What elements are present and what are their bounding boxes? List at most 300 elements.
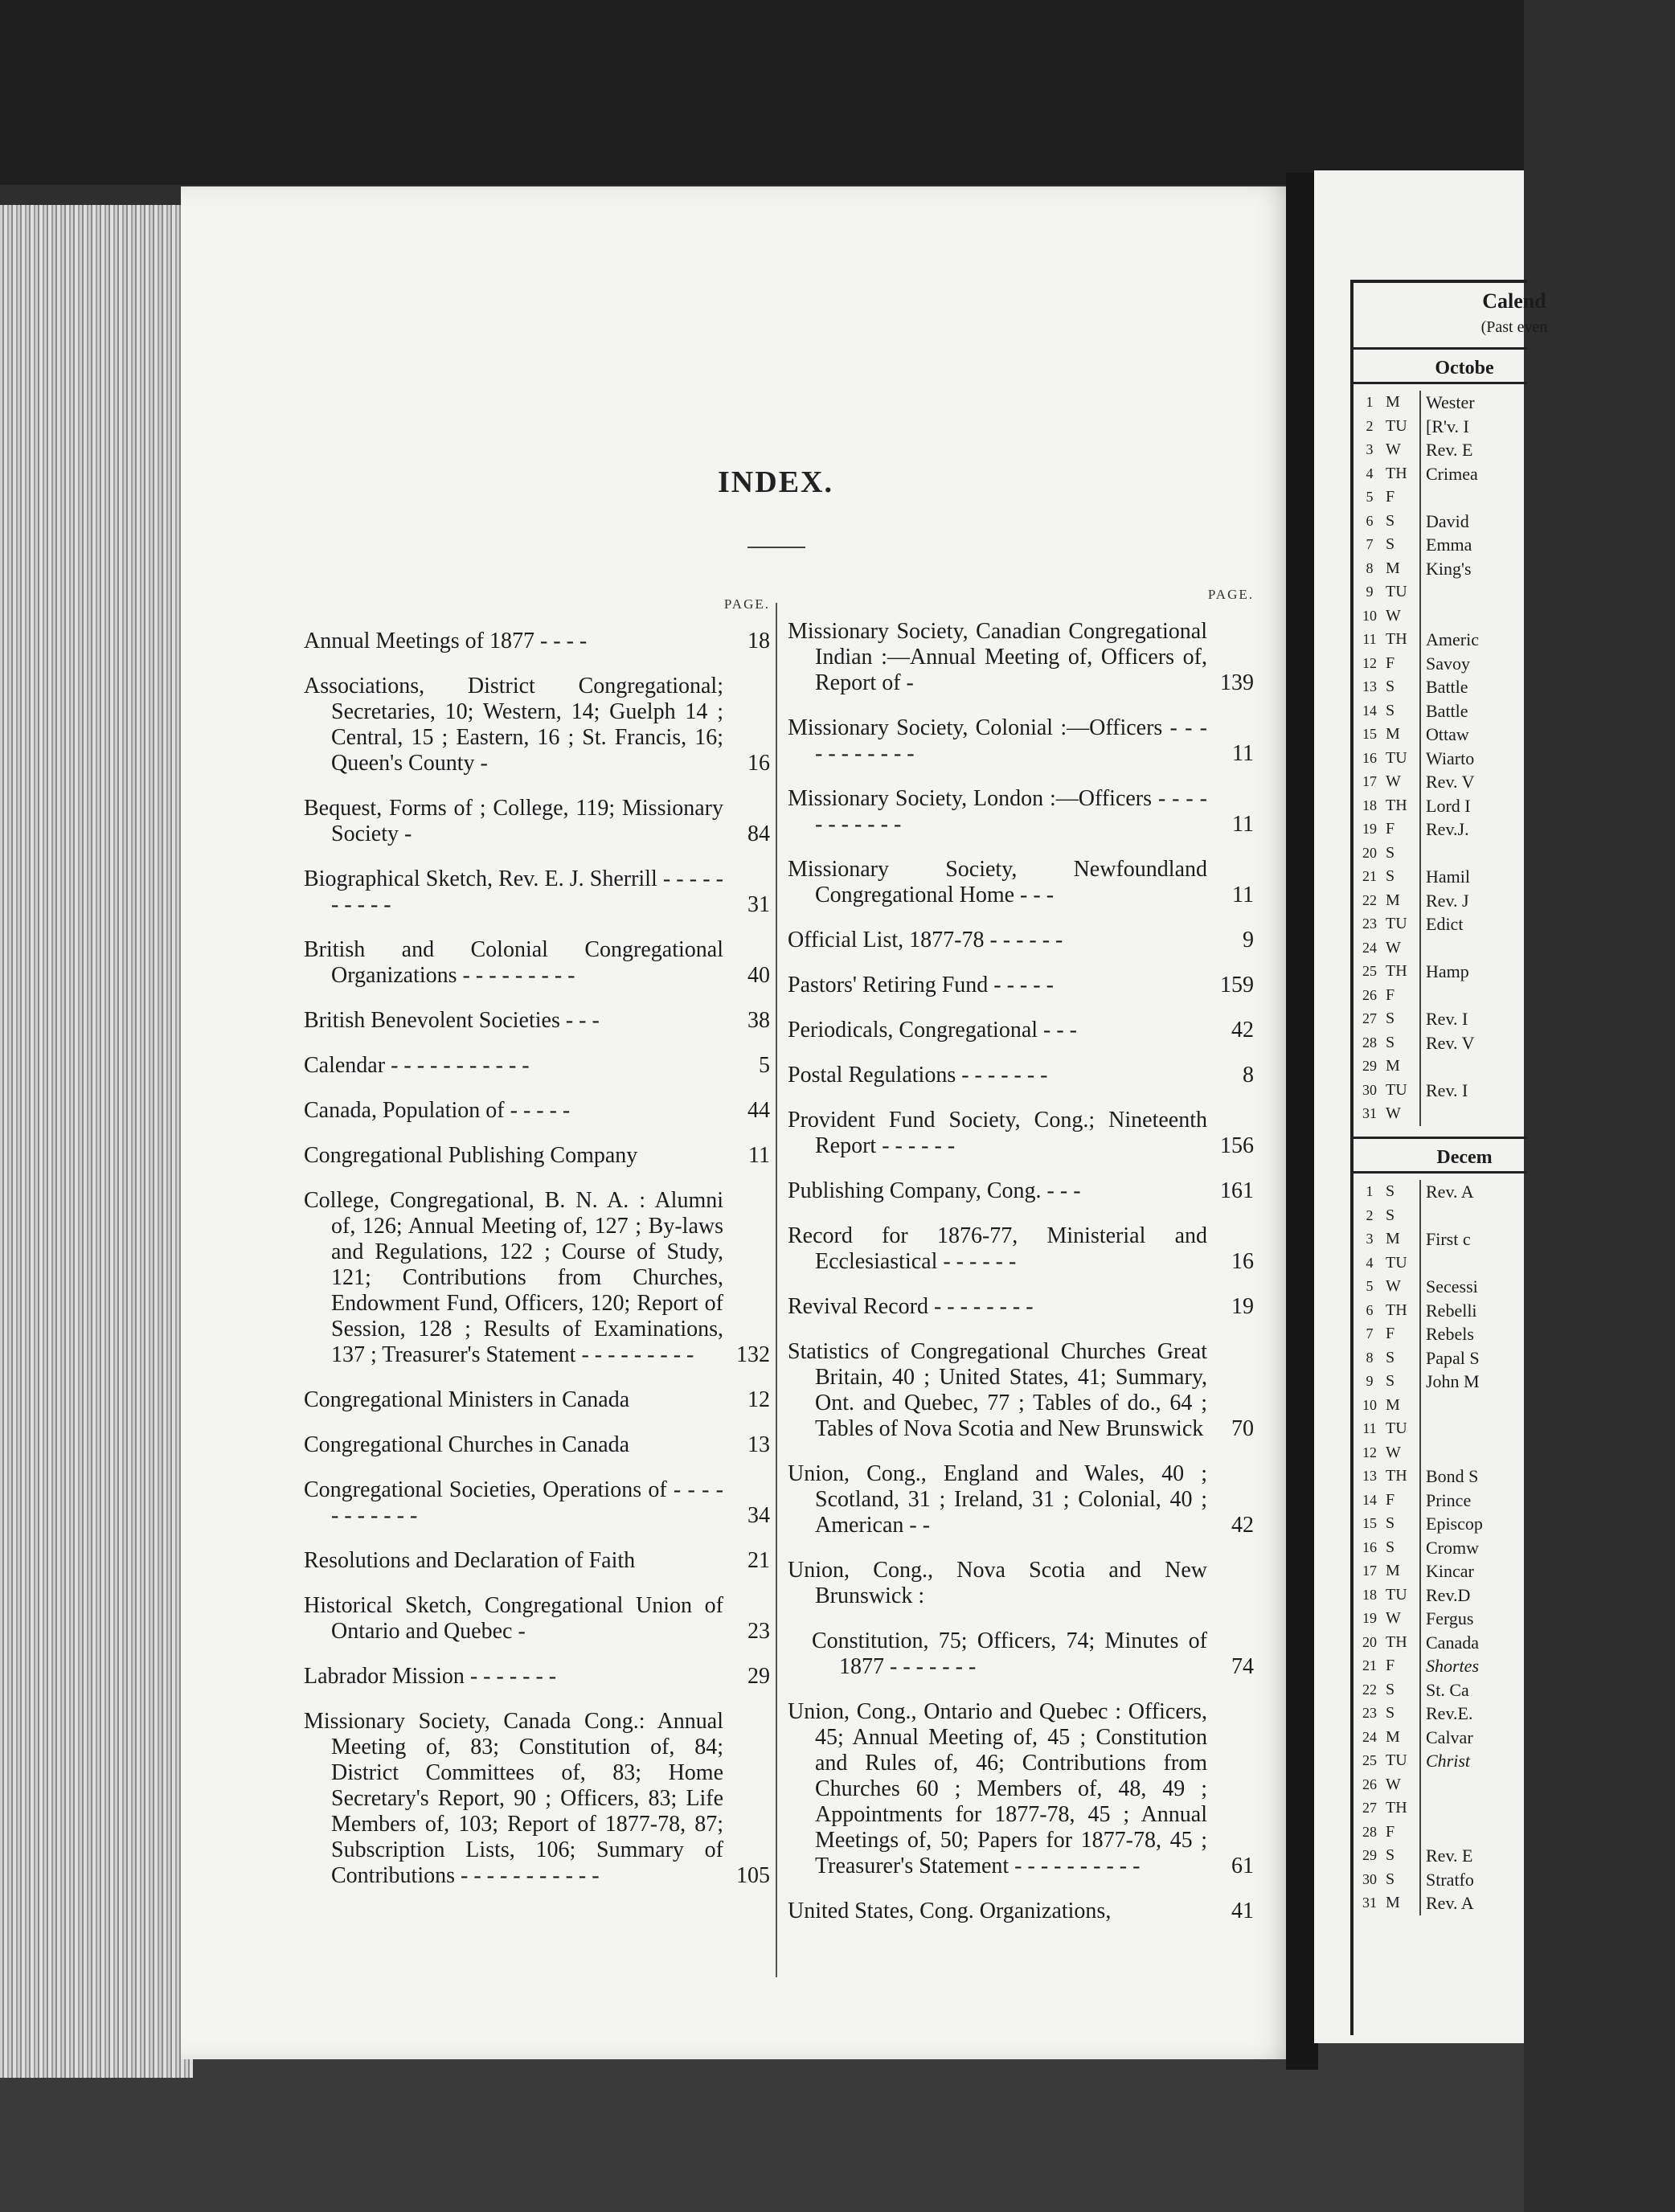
- calendar-weekday: F: [1386, 1822, 1395, 1841]
- calendar-day-row: [1354, 1102, 1527, 1126]
- calendar-day-row: [1354, 794, 1527, 818]
- calendar-day-number: 20: [1362, 1633, 1377, 1650]
- calendar-day-number: 24: [1362, 1728, 1377, 1745]
- calendar-day-number: 1: [1366, 1183, 1374, 1199]
- calendar-day-number: 1: [1366, 394, 1374, 410]
- calendar-weekday: W: [1386, 1609, 1401, 1627]
- index-entry: [788, 1018, 1254, 1043]
- index-entry: [304, 1664, 770, 1690]
- index-entry-page: 41: [1231, 1899, 1254, 1923]
- calendar-event: Battle: [1419, 699, 1468, 723]
- index-entry-page: 42: [1231, 1018, 1254, 1043]
- calendar-day-row: [1354, 415, 1527, 439]
- calendar-weekday: W: [1386, 440, 1401, 458]
- calendar-event: [1419, 1417, 1426, 1441]
- index-entry: [788, 786, 1254, 838]
- index-entry: [788, 1558, 1254, 1609]
- calendar-day-number: 23: [1362, 916, 1377, 932]
- calendar-weekday: S: [1386, 1514, 1395, 1532]
- calendar-weekday: W: [1386, 1104, 1401, 1122]
- calendar-panel: [1350, 280, 1548, 2035]
- index-entry: [788, 1339, 1254, 1442]
- calendar-weekday: TU: [1386, 748, 1407, 767]
- calendar-weekday: M: [1386, 393, 1400, 411]
- index-entry-text: Congregational Publishing Company: [304, 1143, 638, 1168]
- scanner-background-top: [0, 0, 1524, 185]
- calendar-weekday: F: [1386, 488, 1395, 506]
- calendar-day-number: 15: [1362, 1515, 1377, 1531]
- index-entry: [304, 674, 770, 776]
- calendar-day-row: [1354, 1370, 1527, 1394]
- calendar-event: John M: [1419, 1370, 1480, 1394]
- calendar-day-row: [1354, 533, 1527, 557]
- index-entry-text: British Benevolent Societies - - -: [304, 1008, 600, 1033]
- calendar-day-row: [1354, 1678, 1527, 1702]
- calendar-day-row: [1354, 1726, 1527, 1750]
- index-entry-text: Revival Record - - - - - - - -: [788, 1294, 1034, 1319]
- calendar-day-number: 21: [1362, 1657, 1377, 1673]
- calendar-title: Calend: [1482, 289, 1546, 313]
- calendar-day-row: [1354, 1702, 1527, 1726]
- calendar-event: Rev.E.: [1419, 1702, 1472, 1726]
- calendar-event: Battle: [1419, 675, 1468, 699]
- calendar-day-row: [1354, 984, 1527, 1008]
- calendar-day-row: [1354, 1204, 1527, 1228]
- calendar-day-number: 24: [1362, 939, 1377, 956]
- index-entry-text: British and Colonial Congregational Organizations - - - - - - - - -: [304, 937, 723, 988]
- index-entry: [304, 1709, 770, 1889]
- calendar-weekday: TU: [1386, 915, 1407, 932]
- calendar-day-number: 22: [1362, 1681, 1377, 1698]
- index-entry: [788, 1628, 1254, 1680]
- calendar-event: Rev. V: [1419, 770, 1475, 794]
- calendar-event: [1419, 1055, 1426, 1079]
- calendar-day-row: [1354, 1583, 1527, 1608]
- calendar-event: Rev. A: [1419, 1180, 1474, 1204]
- calendar-weekday: W: [1386, 772, 1401, 790]
- calendar-day-row: [1354, 1417, 1527, 1441]
- index-entry-page: 156: [1220, 1133, 1254, 1158]
- calendar-event: Rev.J.: [1419, 817, 1469, 842]
- index-entry-page: 139: [1220, 670, 1254, 695]
- calendar-day-number: 29: [1362, 1058, 1377, 1074]
- calendar-weekday: S: [1386, 678, 1395, 695]
- index-entry: [788, 619, 1254, 696]
- calendar-day-row: [1354, 960, 1527, 984]
- calendar-event: Rev. A: [1419, 1891, 1474, 1915]
- title-rule: [747, 547, 805, 548]
- calendar-day-row: [1354, 817, 1527, 842]
- index-entry-text: Official List, 1877-78 - - - - - -: [788, 928, 1063, 952]
- calendar-day-row: [1354, 1322, 1527, 1346]
- calendar-event: Christ: [1419, 1749, 1470, 1773]
- calendar-event: Canada: [1419, 1631, 1479, 1655]
- calendar-weekday: TU: [1386, 583, 1407, 600]
- index-entry: [304, 1143, 770, 1169]
- calendar-day-number: 16: [1362, 749, 1377, 766]
- calendar-event: [R'v. I: [1419, 415, 1469, 439]
- calendar-day-row: [1354, 1631, 1527, 1655]
- index-entry-page: 13: [747, 1432, 770, 1457]
- calendar-event: Rev. V: [1419, 1031, 1475, 1055]
- calendar-day-number: 8: [1366, 559, 1374, 576]
- index-entry-text: Union, Cong., Nova Scotia and New Brunswick :: [788, 1558, 1207, 1608]
- calendar-day-row: [1354, 1227, 1527, 1251]
- calendar-day-number: 15: [1362, 726, 1377, 742]
- calendar-weekday: F: [1386, 653, 1395, 672]
- calendar-event: Rev. I: [1419, 1007, 1468, 1031]
- index-entry: [304, 1008, 770, 1034]
- index-entry-page: 40: [747, 963, 770, 988]
- index-entry-text: Missionary Society, Canadian Congregational Indian :—Annual Meeting of, Officers of, Report of -: [788, 619, 1207, 695]
- calendar-weekday: M: [1386, 1894, 1400, 1911]
- calendar-event: Stratfo: [1419, 1868, 1474, 1892]
- calendar-event: Rev. E: [1419, 438, 1472, 462]
- calendar-event: [1419, 984, 1426, 1008]
- calendar-day-number: 9: [1366, 584, 1374, 600]
- index-column-left: [304, 596, 770, 1908]
- calendar-weekday: M: [1386, 1230, 1400, 1247]
- calendar-day-number: 31: [1362, 1105, 1377, 1121]
- calendar-day-row: [1354, 1607, 1527, 1631]
- calendar-day-number: 22: [1362, 891, 1377, 908]
- calendar-weekday: F: [1386, 985, 1395, 1004]
- calendar-event: Wiarto: [1419, 747, 1474, 771]
- index-entry: [304, 1188, 770, 1368]
- calendar-event: [1419, 1773, 1426, 1797]
- book-gutter: [1286, 173, 1318, 2070]
- calendar-weekday: TU: [1386, 1080, 1407, 1099]
- index-entry: [788, 1461, 1254, 1538]
- december-days: [1354, 1180, 1527, 1915]
- index-entry-text: United States, Cong. Organizations,: [788, 1899, 1112, 1923]
- calendar-day-number: 4: [1366, 1254, 1374, 1271]
- calendar-day-number: 25: [1362, 963, 1377, 979]
- calendar-weekday: M: [1386, 1727, 1400, 1746]
- index-entry-page: 23: [747, 1619, 770, 1644]
- calendar-day-row: [1354, 1464, 1527, 1489]
- index-entry: [788, 1899, 1254, 1924]
- calendar-weekday: M: [1386, 891, 1400, 909]
- calendar-day-number: 12: [1362, 1444, 1377, 1460]
- calendar-day-number: 14: [1362, 702, 1377, 719]
- index-entry-page: 38: [747, 1008, 770, 1033]
- index-entry-text: Congregational Churches in Canada: [304, 1432, 630, 1457]
- calendar-day-number: 30: [1362, 1081, 1377, 1098]
- calendar-weekday: S: [1386, 1870, 1395, 1888]
- calendar-event: [1419, 1251, 1426, 1276]
- index-entry-text: Associations, District Congregational; Secretaries, 10; Western, 14; Guelph 14 ; Central, 15 ; Eastern, 16 ; St. Francis, 16; Queen's County -: [304, 674, 723, 776]
- calendar-day-number: 8: [1366, 1349, 1374, 1366]
- calendar-event: King's: [1419, 557, 1472, 581]
- october-days: [1354, 391, 1527, 1126]
- calendar-day-number: 13: [1362, 678, 1377, 694]
- calendar-day-number: 17: [1362, 773, 1377, 789]
- calendar-event: [1419, 580, 1426, 604]
- index-entry-text: Missionary Society, London :—Officers - - - - - - - - - - -: [788, 786, 1207, 837]
- calendar-day-number: 28: [1362, 1823, 1377, 1840]
- calendar-day-row: [1354, 1489, 1527, 1513]
- index-entry-text: Missionary Society, Colonial :—Officers - - - - - - - - - - -: [788, 715, 1207, 766]
- calendar-day-number: 30: [1362, 1870, 1377, 1887]
- calendar-weekday: TU: [1386, 1419, 1407, 1437]
- index-entry-text: Statistics of Congregational Churches Great Britain, 40 ; United States, 41; Summary, Ont. and Quebec, 77 ; Tables of do., 64 ; Tables of Nova Scotia and New Brunswick: [788, 1339, 1207, 1441]
- index-entry-page: 16: [747, 751, 770, 776]
- calendar-weekday: TH: [1386, 464, 1407, 482]
- calendar-event: Ottaw: [1419, 723, 1469, 747]
- page-column-header: PAGE.: [723, 596, 770, 612]
- calendar-day-row: [1354, 1275, 1527, 1299]
- index-entry-text: Resolutions and Declaration of Faith: [304, 1548, 636, 1573]
- calendar-weekday: TH: [1386, 796, 1407, 814]
- calendar-day-number: 2: [1366, 417, 1374, 434]
- calendar-weekday: S: [1386, 867, 1395, 885]
- index-entry-text: Provident Fund Society, Cong.; Nineteenth Report - - - - - -: [788, 1108, 1207, 1158]
- index-entry: [788, 1223, 1254, 1275]
- calendar-day-row: [1354, 865, 1527, 889]
- calendar-weekday: TU: [1386, 1585, 1407, 1604]
- index-entry-text: Postal Regulations - - - - - - -: [788, 1063, 1048, 1088]
- calendar-weekday: W: [1386, 1775, 1401, 1793]
- index-entry: [788, 857, 1254, 908]
- calendar-weekday: W: [1386, 938, 1401, 956]
- calendar-event: Cromw: [1419, 1536, 1479, 1560]
- column-divider: [776, 603, 777, 1977]
- calendar-day-number: 26: [1362, 986, 1377, 1003]
- calendar-day-number: 16: [1362, 1538, 1377, 1555]
- calendar-day-row: [1354, 723, 1527, 747]
- index-entry-text: Missionary Society, Newfoundland Congregational Home - - -: [788, 857, 1207, 907]
- calendar-day-number: 18: [1362, 797, 1377, 813]
- calendar-day-number: 9: [1366, 1373, 1374, 1389]
- index-entry-page: 61: [1231, 1854, 1254, 1878]
- calendar-day-number: 6: [1366, 512, 1374, 529]
- calendar-event: Lord I: [1419, 794, 1471, 818]
- calendar-weekday: F: [1386, 820, 1395, 838]
- calendar-day-number: 27: [1362, 1010, 1377, 1026]
- calendar-weekday: S: [1386, 1206, 1395, 1224]
- calendar-day-row: [1354, 1654, 1527, 1678]
- calendar-event: [1419, 1441, 1426, 1465]
- calendar-event: [1419, 1102, 1426, 1126]
- calendar-event: [1419, 1821, 1426, 1845]
- calendar-day-row: [1354, 438, 1527, 462]
- calendar-day-row: [1354, 1512, 1527, 1536]
- calendar-day-row: [1354, 1031, 1527, 1055]
- index-entry-page: 132: [736, 1342, 770, 1367]
- calendar-day-row: [1354, 1773, 1527, 1797]
- index-entry: [788, 1699, 1254, 1879]
- calendar-day-row: [1354, 391, 1527, 415]
- calendar-day-row: [1354, 604, 1527, 629]
- calendar-weekday: S: [1386, 701, 1395, 719]
- calendar-weekday: S: [1386, 1680, 1395, 1698]
- calendar-event: Wester: [1419, 391, 1475, 415]
- calendar-weekday: S: [1386, 1348, 1395, 1366]
- calendar-day-number: 5: [1366, 489, 1374, 505]
- calendar-event: Bond S: [1419, 1464, 1478, 1489]
- index-entry-page: 11: [1232, 883, 1254, 907]
- index-entry-text: Pastors' Retiring Fund - - - - -: [788, 973, 1054, 997]
- calendar-weekday: S: [1386, 511, 1395, 530]
- calendar-day-number: 14: [1362, 1491, 1377, 1508]
- calendar-weekday: S: [1386, 1372, 1395, 1390]
- index-entry: [304, 937, 770, 989]
- calendar-day-row: [1354, 1007, 1527, 1031]
- calendar-event: [1419, 485, 1426, 510]
- index-entry-page: 84: [747, 821, 770, 846]
- index-entry: [788, 973, 1254, 998]
- month-header-october: Octobe: [1354, 347, 1527, 384]
- calendar-weekday: W: [1386, 1277, 1401, 1295]
- index-entry: [304, 1387, 770, 1413]
- index-entry-text: College, Congregational, B. N. A. : Alumni of, 126; Annual Meeting of, 127 ; By-laws and Regulations, 122 ; Course of Study, 121; Contributions from Churches, Endowment Fund, Officers, 120; Report of Session, 128 ; Results of Examinations, 137 ; Treasurer's Statement - - - - - - - - -: [304, 1188, 723, 1367]
- calendar-day-number: 10: [1362, 607, 1377, 624]
- calendar-weekday: S: [1386, 1033, 1395, 1051]
- index-entry-text: Bequest, Forms of ; College, 119; Missionary Society -: [304, 796, 723, 846]
- calendar-weekday: TH: [1386, 1301, 1407, 1319]
- calendar-day-row: [1354, 462, 1527, 486]
- calendar-day-row: [1354, 1079, 1527, 1103]
- calendar-weekday: F: [1386, 1325, 1395, 1342]
- calendar-day-number: 11: [1362, 631, 1377, 647]
- calendar-weekday: TH: [1386, 962, 1407, 980]
- calendar-day-row: [1354, 1299, 1527, 1323]
- calendar-day-row: [1354, 557, 1527, 581]
- index-entry-page: 159: [1220, 973, 1254, 997]
- index-entry: [788, 715, 1254, 767]
- calendar-event: [1419, 604, 1426, 629]
- calendar-event: Emma: [1419, 533, 1472, 557]
- index-entry-text: Missionary Society, Canada Cong.: Annual Meeting of, 83; Constitution of, 84; District Committees of, 83; Home Secretary's Report, 90 ; Officers, 83; Life Members of, 103; Report of 1877-78, 87; Subscription Lists, 106; Summary of Contributions - - - - - - - - - - -: [304, 1709, 723, 1888]
- calendar-event: Rev.D: [1419, 1583, 1470, 1608]
- calendar-day-row: [1354, 675, 1527, 699]
- calendar-weekday: S: [1386, 1010, 1395, 1027]
- calendar-event: Prince: [1419, 1489, 1471, 1513]
- index-entry: [304, 1477, 770, 1529]
- calendar-day-number: 18: [1362, 1586, 1377, 1603]
- calendar-day-row: [1354, 628, 1527, 652]
- calendar-weekday: S: [1386, 1538, 1395, 1556]
- calendar-day-number: 21: [1362, 868, 1377, 884]
- index-entry: [788, 928, 1254, 953]
- calendar-weekday: S: [1386, 843, 1395, 862]
- calendar-event: Episcop: [1419, 1512, 1483, 1536]
- index-entry-page: 29: [747, 1664, 770, 1689]
- index-entry: [788, 1294, 1254, 1320]
- index-entry: [304, 629, 770, 654]
- calendar-day-row: [1354, 1891, 1527, 1915]
- calendar-weekday: W: [1386, 606, 1401, 625]
- calendar-event: Hamp: [1419, 960, 1469, 984]
- calendar-event: Rev. J: [1419, 889, 1469, 913]
- calendar-day-row: [1354, 1559, 1527, 1583]
- index-entry-page: 8: [1243, 1063, 1254, 1088]
- calendar-event: [1419, 1796, 1426, 1821]
- calendar-day-number: 25: [1362, 1752, 1377, 1768]
- calendar-day-row: [1354, 580, 1527, 604]
- calendar-event: Americ: [1419, 628, 1479, 652]
- calendar-day-row: [1354, 912, 1527, 936]
- calendar-event: [1419, 1204, 1426, 1228]
- calendar-day-number: 2: [1366, 1206, 1374, 1223]
- index-entry-page: 42: [1231, 1513, 1254, 1538]
- calendar-event: Secessi: [1419, 1275, 1478, 1299]
- calendar-day-row: [1354, 652, 1527, 676]
- calendar-day-number: 19: [1362, 821, 1377, 837]
- calendar-day-number: 3: [1366, 441, 1374, 457]
- index-entry: [304, 1432, 770, 1458]
- index-entry-text: Constitution, 75; Officers, 74; Minutes of 1877 - - - - - - -: [812, 1628, 1207, 1679]
- calendar-day-number: 6: [1366, 1301, 1374, 1318]
- calendar-weekday: TU: [1386, 1253, 1407, 1272]
- calendar-event: [1419, 1394, 1426, 1418]
- calendar-day-row: [1354, 1055, 1527, 1079]
- calendar-event: Calvar: [1419, 1726, 1473, 1750]
- calendar-day-row: [1354, 1346, 1527, 1370]
- calendar-event: Savoy: [1419, 652, 1470, 676]
- calendar-day-row: [1354, 1394, 1527, 1418]
- calendar-event: Rev. I: [1419, 1079, 1468, 1103]
- index-entry-text: Congregational Ministers in Canada: [304, 1387, 630, 1412]
- calendar-day-row: [1354, 747, 1527, 771]
- index-entry-page: 12: [747, 1387, 770, 1412]
- index-entry: [304, 796, 770, 847]
- calendar-event: Rebels: [1419, 1322, 1474, 1346]
- calendar-day-number: 5: [1366, 1278, 1374, 1294]
- calendar-weekday: M: [1386, 1057, 1400, 1075]
- index-column-right: [788, 587, 1254, 1944]
- index-entry-page: 11: [748, 1143, 770, 1168]
- calendar-day-number: 3: [1366, 1231, 1374, 1247]
- calendar-weekday: F: [1386, 1657, 1395, 1674]
- index-entry-text: Labrador Mission - - - - - - -: [304, 1664, 557, 1689]
- index-entry-page: 70: [1231, 1416, 1254, 1441]
- calendar-day-row: [1354, 1844, 1527, 1868]
- calendar-event: David: [1419, 510, 1469, 534]
- calendar-weekday: TH: [1386, 1632, 1407, 1651]
- calendar-day-row: [1354, 1536, 1527, 1560]
- calendar-weekday: M: [1386, 1395, 1400, 1414]
- calendar-day-row: [1354, 485, 1527, 510]
- calendar-day-number: 10: [1362, 1396, 1377, 1413]
- calendar-day-row: [1354, 699, 1527, 723]
- calendar-day-number: 7: [1366, 1325, 1374, 1342]
- calendar-event: [1419, 936, 1426, 961]
- calendar-day-number: 4: [1366, 465, 1374, 481]
- calendar-day-row: [1354, 1441, 1527, 1465]
- calendar-subtitle: (Past even: [1480, 318, 1548, 336]
- index-entry: [788, 1063, 1254, 1088]
- index-entry-text: Historical Sketch, Congregational Union of Ontario and Quebec -: [304, 1593, 723, 1644]
- index-entry-page: 19: [1231, 1294, 1254, 1319]
- page-column-header: PAGE.: [1207, 587, 1254, 602]
- calendar-day-number: 27: [1362, 1800, 1377, 1816]
- calendar-event: Papal S: [1419, 1346, 1480, 1370]
- index-entry-page: 161: [1220, 1178, 1254, 1203]
- calendar-weekday: S: [1386, 1704, 1395, 1722]
- calendar-day-number: 19: [1362, 1610, 1377, 1626]
- index-entry: [304, 1098, 770, 1124]
- calendar-day-number: 17: [1362, 1563, 1377, 1579]
- index-entry: [304, 1548, 770, 1574]
- index-entry-page: 44: [747, 1098, 770, 1123]
- index-entry-page: 31: [747, 892, 770, 917]
- index-entry-text: Canada, Population of - - - - -: [304, 1098, 571, 1123]
- calendar-event: First c: [1419, 1227, 1471, 1251]
- index-entry-text: Biographical Sketch, Rev. E. J. Sherrill - - - - - - - - - -: [304, 866, 723, 917]
- calendar-day-number: 31: [1362, 1895, 1377, 1911]
